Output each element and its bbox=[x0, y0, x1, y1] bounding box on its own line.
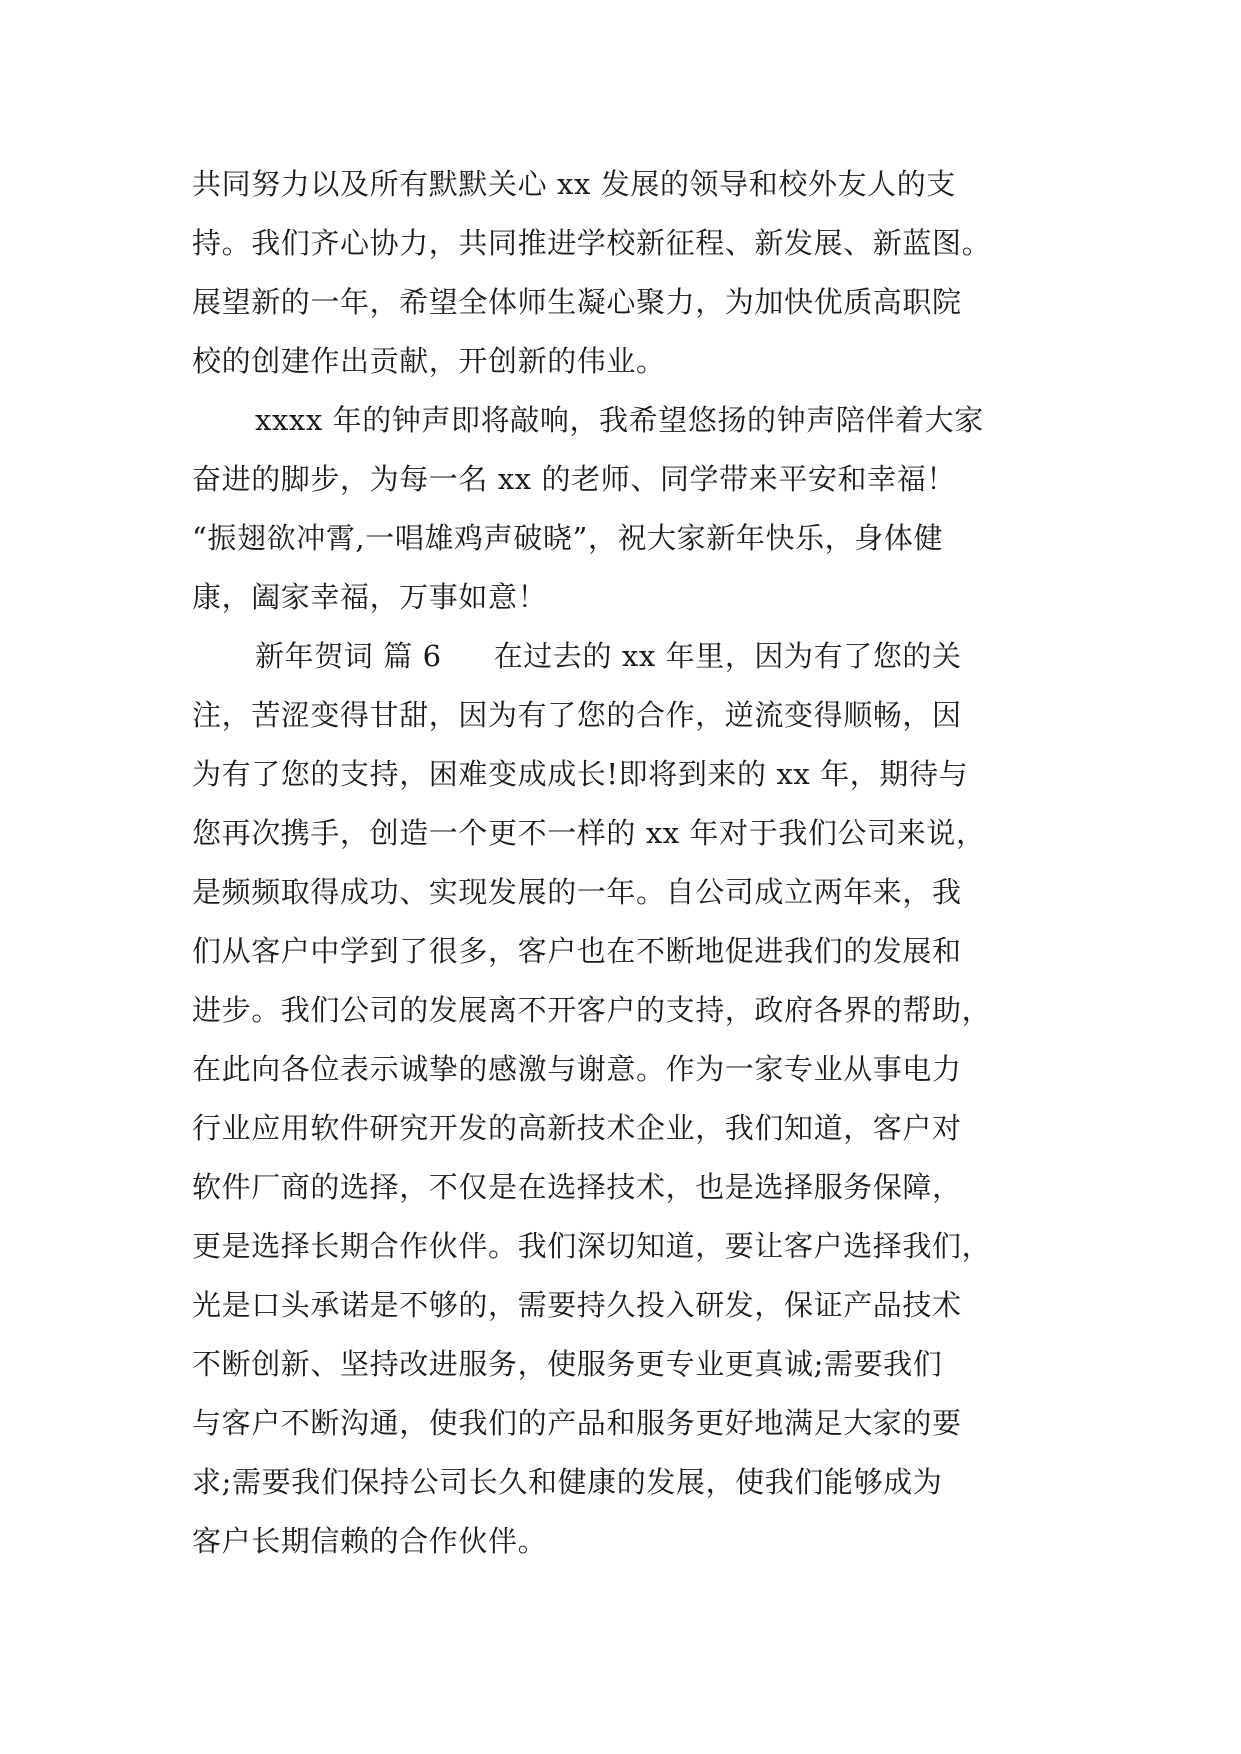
text-line: 光是口头承诺是不够的，需要持久投入研发，保证产品技术 bbox=[192, 1288, 962, 1322]
text-line: 行业应用软件研究开发的高新技术企业，我们知道，客户对 bbox=[192, 1111, 962, 1145]
document-body bbox=[192, 155, 1052, 1571]
text-line: 求;需要我们保持公司长久和健康的发展，使我们能够成为 bbox=[192, 1465, 943, 1499]
section-heading: 新年贺词 篇 6 bbox=[255, 639, 442, 673]
text-line: 们从客户中学到了很多，客户也在不断地促进我们的发展和 bbox=[192, 934, 962, 968]
text-line: 在此向各位表示诚挚的感激与谢意。作为一家专业从事电力 bbox=[192, 1052, 962, 1086]
text-line: 在过去的 xx 年里，因为有了您的关 bbox=[493, 639, 962, 673]
text-line: xxxx 年的钟声即将敲响，我希望悠扬的钟声陪伴着大家 bbox=[255, 403, 984, 437]
text-line: 奋进的脚步，为每一名 xx 的老师、同学带来平安和幸福！ bbox=[192, 462, 956, 496]
text-line: 为有了您的支持，困难变成成长!即将到来的 xx 年，期待与 bbox=[192, 757, 969, 791]
text-line: 展望新的一年，希望全体师生凝心聚力，为加快优质高职院 bbox=[192, 285, 962, 319]
text-line: 注，苦涩变得甘甜，因为有了您的合作，逆流变得顺畅，因 bbox=[192, 698, 962, 732]
text-line: 与客户不断沟通，使我们的产品和服务更好地满足大家的要 bbox=[192, 1406, 962, 1440]
text-line: 更是选择长期合作伙伴。我们深切知道，要让客户选择我们， bbox=[192, 1229, 992, 1263]
text-line: 您再次携手，创造一个更不一样的 xx 年对于我们公司来说， bbox=[192, 816, 986, 850]
text-line: 不断创新、坚持改进服务，使服务更专业更真诚;需要我们 bbox=[192, 1347, 943, 1381]
text-line: 持。我们齐心协力，共同推进学校新征程、新发展、新蓝图。 bbox=[192, 226, 992, 260]
text-line: 康，阖家幸福，万事如意！ bbox=[192, 580, 548, 614]
text-line: “振翅欲冲霄,一唱雄鸡声破晓”，祝大家新年快乐，身体健 bbox=[192, 521, 944, 555]
text-line: 客户长期信赖的合作伙伴。 bbox=[192, 1524, 548, 1558]
text-line: 校的创建作出贡献，开创新的伟业。 bbox=[192, 344, 666, 378]
text-line: 软件厂商的选择，不仅是在选择技术，也是选择服务保障， bbox=[192, 1170, 962, 1204]
text-line: 进步。我们公司的发展离不开客户的支持，政府各界的帮助， bbox=[192, 993, 992, 1027]
text-line: 是频频取得成功、实现发展的一年。自公司成立两年来，我 bbox=[192, 875, 962, 909]
text-line: 共同努力以及所有默默关心 xx 发展的领导和校外友人的支 bbox=[192, 167, 956, 201]
section-heading-line bbox=[192, 627, 1052, 686]
